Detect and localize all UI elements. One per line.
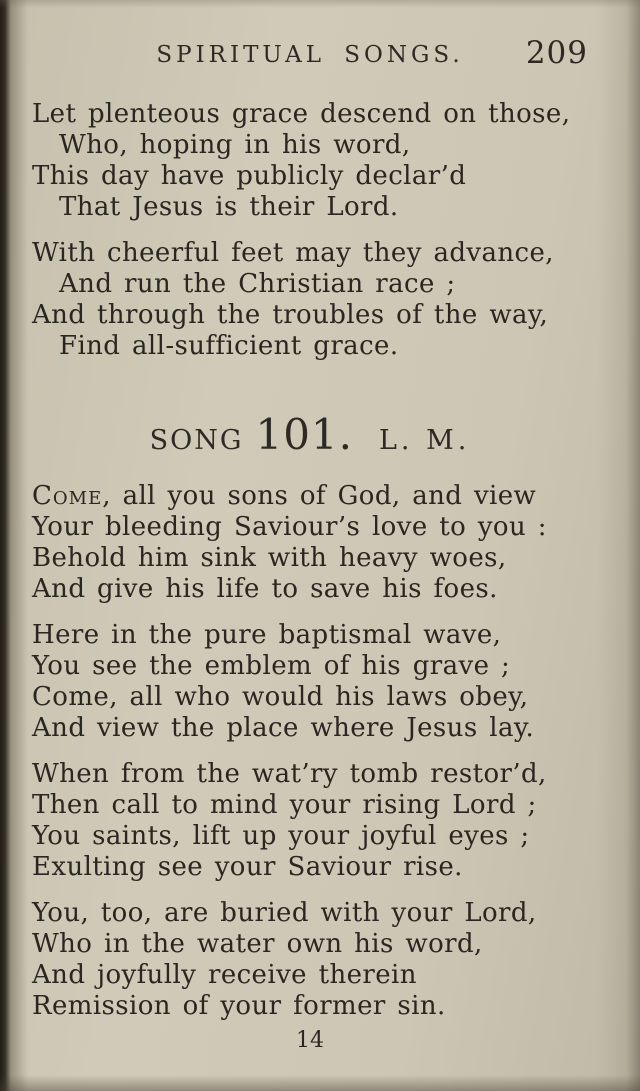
page-edge-top [0, 0, 640, 8]
verse-line: You see the emblem of his grave ; [32, 651, 511, 681]
verse-line: And give his life to save his foes. [32, 574, 498, 604]
running-header [32, 35, 588, 84]
verse-line: And through the troubles of the way, [32, 300, 549, 330]
verse-line: This day have publicly declar’d [32, 161, 467, 191]
song-label: SONG [149, 425, 244, 456]
stanza [32, 238, 588, 362]
page-footer [32, 1028, 588, 1053]
verse-line: And joyfully receive therein [32, 960, 417, 990]
small-caps-word: Come [32, 481, 103, 511]
verse-line: Let plenteous grace descend on those, [32, 99, 571, 129]
page-number: 209 [525, 35, 588, 71]
verse-line: Remission of your former sin. [32, 991, 446, 1021]
stanza [32, 481, 588, 605]
verse-line: With cheerful feet may they advance, [32, 238, 554, 268]
verse-line: That Jesus is their Lord. [59, 192, 399, 222]
song-number: 101. [255, 410, 353, 459]
verse-line: Find all-sufficient grace. [59, 331, 399, 361]
verse-line: Exulting see your Saviour rise. [32, 852, 463, 882]
verse-line: And run the Christian race ; [59, 269, 456, 299]
stanza [32, 620, 588, 744]
verse-line: Who in the water own his word, [32, 929, 483, 959]
page-edge-bottom [0, 1075, 640, 1091]
page-content [32, 35, 588, 1053]
verse-line: Come, all you sons of God, and view [32, 481, 537, 511]
verse-line: Your bleeding Saviour’s love to you : [32, 512, 547, 542]
song-stanzas [32, 481, 588, 1022]
signature-mark: 14 [296, 1028, 324, 1053]
verse-line: Come, all who would his laws obey, [32, 682, 529, 712]
page-edge-right [598, 0, 640, 1091]
verse-line: And view the place where Jesus lay. [32, 713, 535, 743]
verse-line: When from the wat’ry tomb restor’d, [32, 759, 547, 789]
verse-line: Behold him sink with heavy woes, [32, 543, 507, 573]
song-meter: L. M. [379, 425, 471, 456]
continuation-stanzas [32, 99, 588, 362]
stanza [32, 759, 588, 883]
binding-shadow [0, 0, 28, 1091]
verse-line: Then call to mind your rising Lord ; [32, 790, 537, 820]
stanza [32, 99, 588, 223]
verse-line: You saints, lift up your joyful eyes ; [32, 821, 530, 851]
page-title: SPIRITUAL SONGS. [156, 42, 464, 68]
verse-line: Who, hoping in his word, [59, 130, 411, 160]
song-heading [32, 410, 588, 459]
verse-line: Here in the pure baptismal wave, [32, 620, 502, 650]
verse-line: You, too, are buried with your Lord, [32, 898, 537, 928]
stanza [32, 898, 588, 1022]
